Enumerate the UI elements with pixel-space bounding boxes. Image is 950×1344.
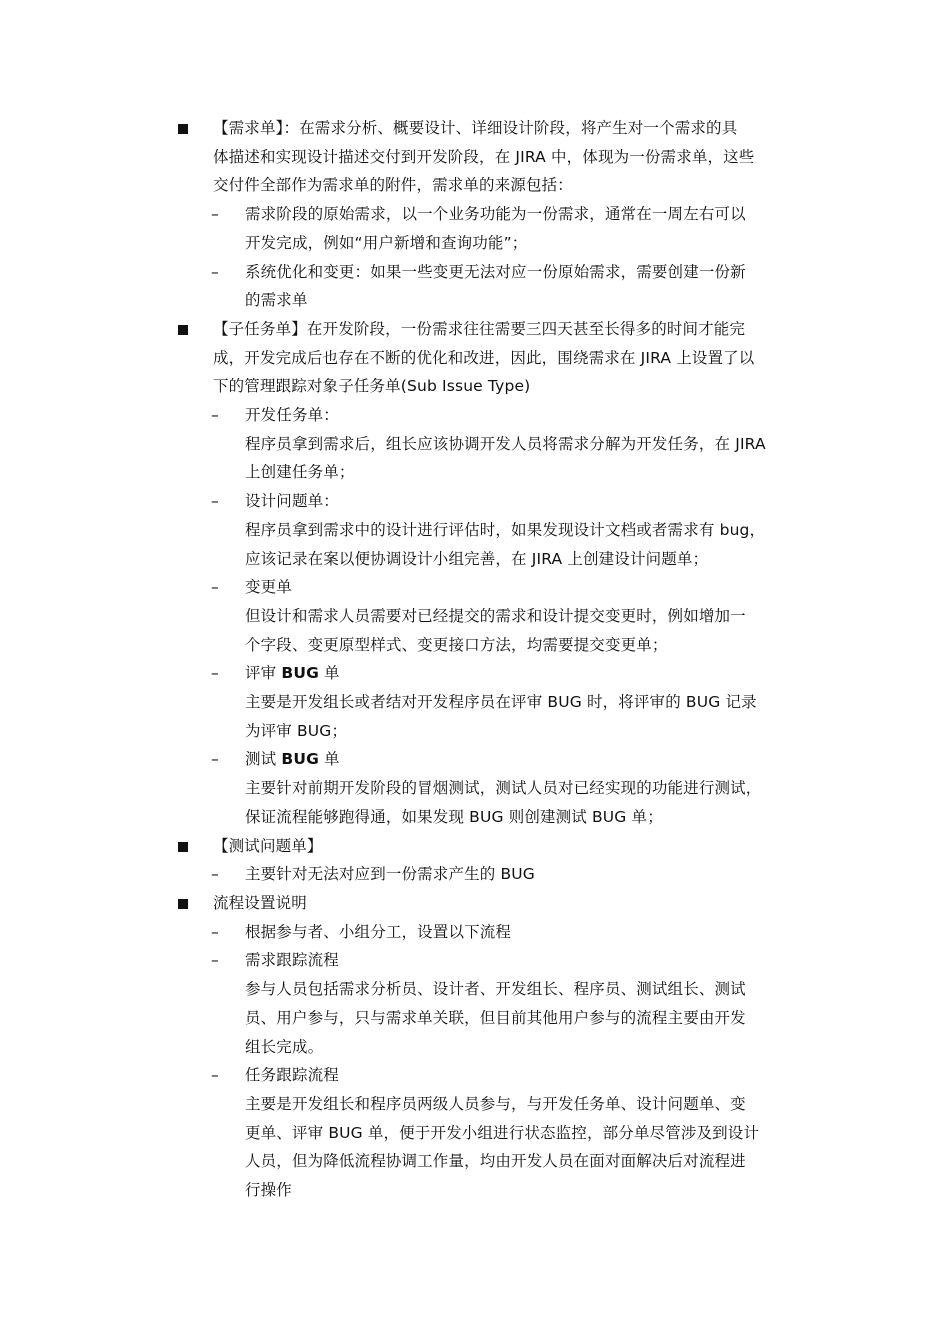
- list-item-text: [245, 918, 810, 947]
- paragraph-line: 下的管理跟踪对象子任务单(Sub Issue Type): [213, 377, 531, 396]
- square-bullet-icon: [178, 124, 188, 134]
- title-suffix: 单: [318, 664, 340, 683]
- list-item-title: [245, 659, 810, 688]
- paragraph-line: 【需求单】：在需求分析、概要设计、详细设计阶段，将产生对一个需求的具: [213, 119, 738, 137]
- list-item-text: [245, 860, 810, 889]
- list-item-line: 个字段、变更原型样式、变更接口方法，均需要提交变更单；: [245, 635, 668, 654]
- title-prefix: 测试: [245, 750, 282, 769]
- list-item: [211, 487, 810, 573]
- list-item-line: 组长完成。: [245, 1037, 324, 1056]
- section-heading: [178, 889, 810, 918]
- list-item-line: 任务跟踪流程: [245, 1066, 339, 1085]
- list-item-text: [245, 200, 810, 257]
- list-item-title: [245, 745, 810, 774]
- list-item-line: 开发完成，例如“用户新增和查询功能”；: [245, 233, 528, 252]
- section-3: [178, 832, 810, 889]
- list-item: [211, 258, 810, 315]
- list-item-line: 需求阶段的原始需求，以一个业务功能为一份需求，通常在一周左右可以: [245, 205, 746, 224]
- paragraph-line: 交付件全部作为需求单的附件，需求单的来源包括：: [213, 176, 573, 195]
- paragraph-line: 【测试问题单】: [213, 836, 323, 855]
- list-item: [211, 946, 810, 1061]
- list-item-text: [245, 401, 810, 487]
- list-item-text: [245, 1061, 810, 1205]
- list-item-line: 程序员拿到需求中的设计进行评估时，如果发现设计文档或者需求有 bug，: [245, 520, 766, 539]
- section-paragraph: [213, 114, 810, 200]
- list-item-line: 主要是开发组长或者结对开发程序员在评审 BUG 时，将评审的 BUG 记录: [245, 693, 757, 712]
- list-item-line: 保证流程能够跑得通，如果发现 BUG 则创建测试 BUG 单；: [245, 807, 663, 826]
- list-item-text: [245, 487, 810, 573]
- list-item: [211, 918, 810, 947]
- dash-bullet-icon: –: [211, 406, 219, 425]
- section-paragraph: [213, 315, 810, 401]
- list-item-line: 员、用户参与，只与需求单关联，但目前其他用户参与的流程主要由开发: [245, 1008, 746, 1027]
- section-2: [178, 315, 810, 832]
- list-item: [211, 200, 810, 257]
- paragraph-line: 成，开发完成后也存在不断的优化和改进，因此，围绕需求在 JIRA 上设置了以: [213, 348, 755, 367]
- dash-bullet-icon: –: [211, 922, 219, 941]
- section-1: [178, 114, 810, 315]
- sub-list: [211, 918, 810, 1205]
- list-item-line: 应该记录在案以便协调设计小组完善，在 JIRA 上创建设计问题单；: [245, 549, 709, 568]
- list-item: [211, 573, 810, 659]
- dash-bullet-icon: –: [211, 1066, 219, 1085]
- list-item-line: 更单、评审 BUG 单，便于开发小组进行状态监控，部分单尽管涉及到设计: [245, 1123, 760, 1142]
- list-item-line: 人员，但为降低流程协调工作量，均由开发人员在面对面解决后对流程进: [245, 1152, 746, 1171]
- list-item: [211, 1061, 810, 1205]
- list-item: [211, 745, 810, 831]
- list-item: [211, 659, 810, 745]
- list-item-line: 的需求单: [245, 291, 308, 310]
- section-heading: [178, 315, 810, 401]
- title-bold: BUG: [281, 664, 319, 683]
- list-item-line: 根据参与者、小组分工，设置以下流程: [245, 922, 512, 941]
- paragraph-line: 【子任务单】在开发阶段，一份需求往往需要三四天甚至长得多的时间才能完: [213, 319, 746, 338]
- list-item-line: 设计问题单：: [245, 492, 339, 511]
- sub-list: [211, 200, 810, 315]
- list-item-line: 上创建任务单；: [245, 463, 355, 482]
- section-paragraph: [213, 832, 810, 861]
- dash-bullet-icon: –: [211, 664, 219, 683]
- list-item-line: 开发任务单：: [245, 406, 339, 425]
- dash-bullet-icon: –: [211, 492, 219, 511]
- list-item-line: 系统优化和变更：如果一些变更无法对应一份原始需求，需要创建一份新: [245, 262, 746, 281]
- sub-list: [211, 860, 810, 889]
- list-item-text: [245, 659, 810, 745]
- square-bullet-icon: [178, 899, 188, 909]
- list-item-line: 主要针对前期开发阶段的冒烟测试，测试人员对已经实现的功能进行测试，: [245, 779, 762, 798]
- section-paragraph: [213, 889, 810, 918]
- dash-bullet-icon: –: [211, 205, 219, 224]
- list-item-line: 变更单: [245, 578, 292, 597]
- dash-bullet-icon: –: [211, 262, 219, 281]
- list-item-text: [245, 258, 810, 315]
- title-suffix: 单: [318, 750, 340, 769]
- paragraph-line: 流程设置说明: [213, 893, 307, 912]
- list-item-line: 但设计和需求人员需要对已经提交的需求和设计提交变更时，例如增加一: [245, 606, 746, 625]
- title-bold: BUG: [281, 750, 319, 769]
- document-body: [178, 114, 810, 1205]
- dash-bullet-icon: –: [211, 951, 219, 970]
- paragraph-line: 体描述和实现设计描述交付到开发阶段，在 JIRA 中，体现为一份需求单，这些: [213, 147, 755, 166]
- list-item: [211, 860, 810, 889]
- list-item-line: 行操作: [245, 1181, 292, 1200]
- sub-list: [211, 401, 810, 832]
- list-item-line: 参与人员包括需求分析员、设计者、开发组长、程序员、测试组长、测试: [245, 980, 746, 999]
- list-item-text: [245, 573, 810, 659]
- dash-bullet-icon: –: [211, 578, 219, 597]
- square-bullet-icon: [178, 842, 188, 852]
- section-heading: [178, 832, 810, 861]
- square-bullet-icon: [178, 325, 188, 335]
- list-item-line: 程序员拿到需求后，组长应该协调开发人员将需求分解为开发任务，在 JIRA: [245, 434, 766, 453]
- dash-bullet-icon: –: [211, 750, 219, 769]
- dash-bullet-icon: –: [211, 865, 219, 884]
- list-item-line: 主要针对无法对应到一份需求产生的 BUG: [245, 865, 535, 884]
- list-item-line: 需求跟踪流程: [245, 951, 339, 970]
- title-prefix: 评审: [245, 664, 282, 683]
- list-item-text: [245, 745, 810, 831]
- list-item-line: 为评审 BUG；: [245, 721, 348, 740]
- section-4: [178, 889, 810, 1205]
- list-item: [211, 401, 810, 487]
- list-item-line: 主要是开发组长和程序员两级人员参与，与开发任务单、设计问题单、变: [245, 1094, 746, 1113]
- list-item-text: [245, 946, 810, 1061]
- section-heading: [178, 114, 810, 200]
